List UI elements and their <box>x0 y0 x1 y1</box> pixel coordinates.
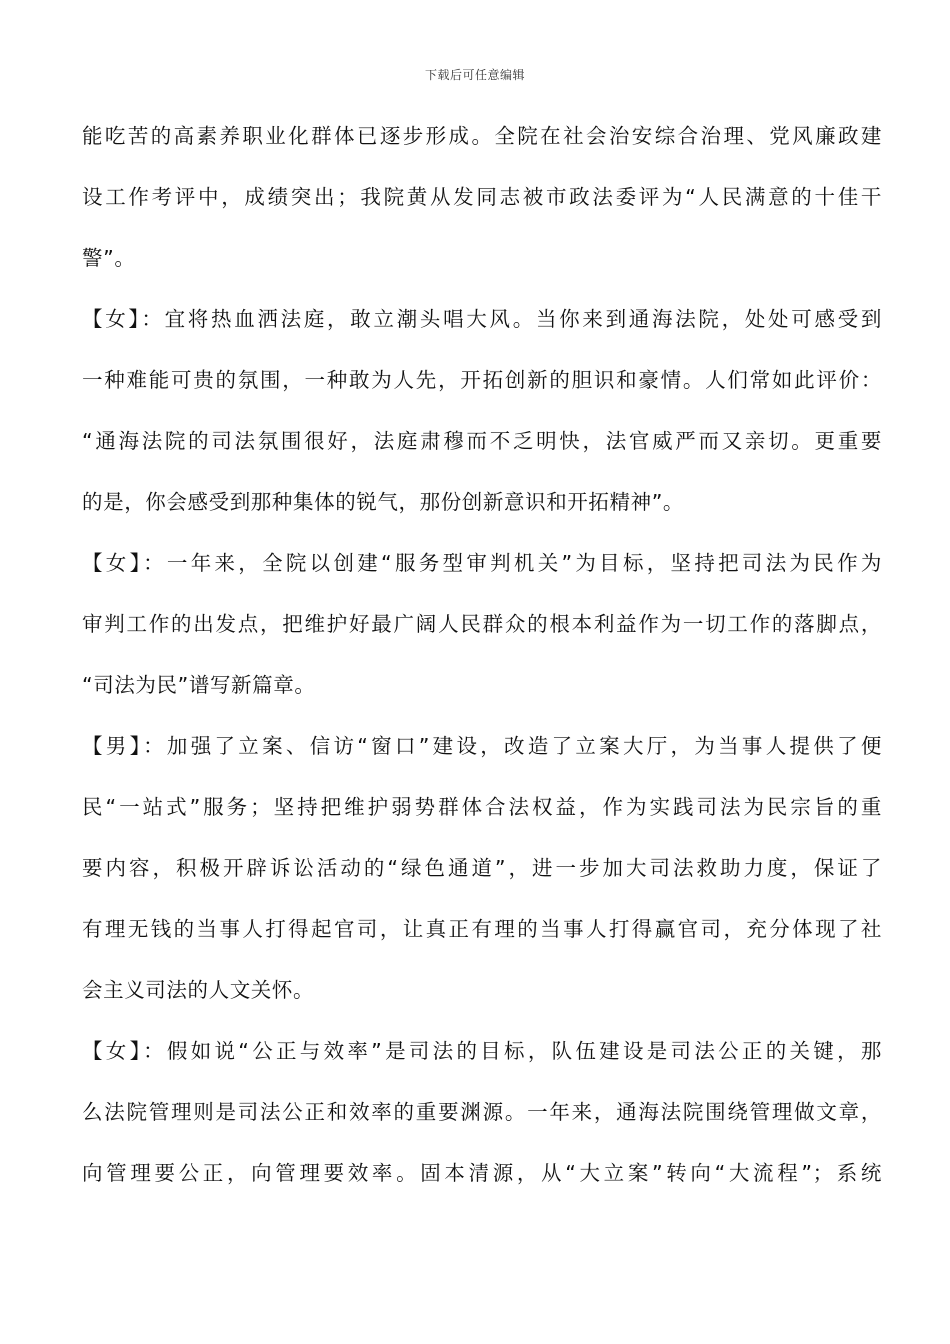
text-line: 【男】：加强了立案、信访“窗口”建设，改造了立案大厅，为当事人提供了便 <box>82 734 882 758</box>
text-line: 【女】：一年来，全院以创建“服务型审判机关”为目标，坚持把司法为民作为 <box>82 551 882 575</box>
text-line: 警”。 <box>82 246 136 270</box>
text-line: 能吃苦的高素养职业化群体已逐步形成。全院在社会治安综合治理、党风廉政建 <box>82 124 882 148</box>
text-line: 要内容，积极开辟诉讼活动的“绿色通道”，进一步加大司法救助力度，保证了 <box>82 856 882 880</box>
text-line: “司法为民”谱写新篇章。 <box>82 673 316 697</box>
text-line: 会主义司法的人文关怀。 <box>82 978 315 1002</box>
text-line: “通海法院的司法氛围很好，法庭肃穆而不乏明快，法官威严而又亲切。更重要 <box>82 429 882 453</box>
text-line: 一种难能可贵的氛围，一种敢为人先，开拓创新的胆识和豪情。人们常如此评价： <box>82 368 882 392</box>
header-note: 下载后可任意编辑 <box>424 68 525 82</box>
text-line: 设工作考评中，成绩突出；我院黄从发同志被市政法委评为“人民满意的十佳干 <box>82 185 882 209</box>
text-line: 审判工作的出发点，把维护好最广阔人民群众的根本利益作为一切工作的落脚点， <box>82 612 882 636</box>
text-line: 的是，你会感受到那种集体的锐气，那份创新意识和开拓精神”。 <box>82 490 685 514</box>
text-line: 向管理要公正，向管理要效率。固本清源，从“大立案”转向“大流程”；系统 <box>82 1161 882 1185</box>
text-line: 么法院管理则是司法公正和效率的重要渊源。一年来，通海法院围绕管理做文章， <box>82 1100 882 1124</box>
text-line: 民“一站式”服务；坚持把维护弱势群体合法权益，作为实践司法为民宗旨的重 <box>82 795 882 819</box>
text-line: 【女】：假如说“公正与效率”是司法的目标，队伍建设是司法公正的关键，那 <box>82 1039 882 1063</box>
text-line: 有理无钱的当事人打得起官司，让真正有理的当事人打得赢官司，充分体现了社 <box>82 917 882 941</box>
text-line: 【女】：宜将热血洒法庭，敢立潮头唱大风。当你来到通海法院，处处可感受到 <box>82 307 882 331</box>
